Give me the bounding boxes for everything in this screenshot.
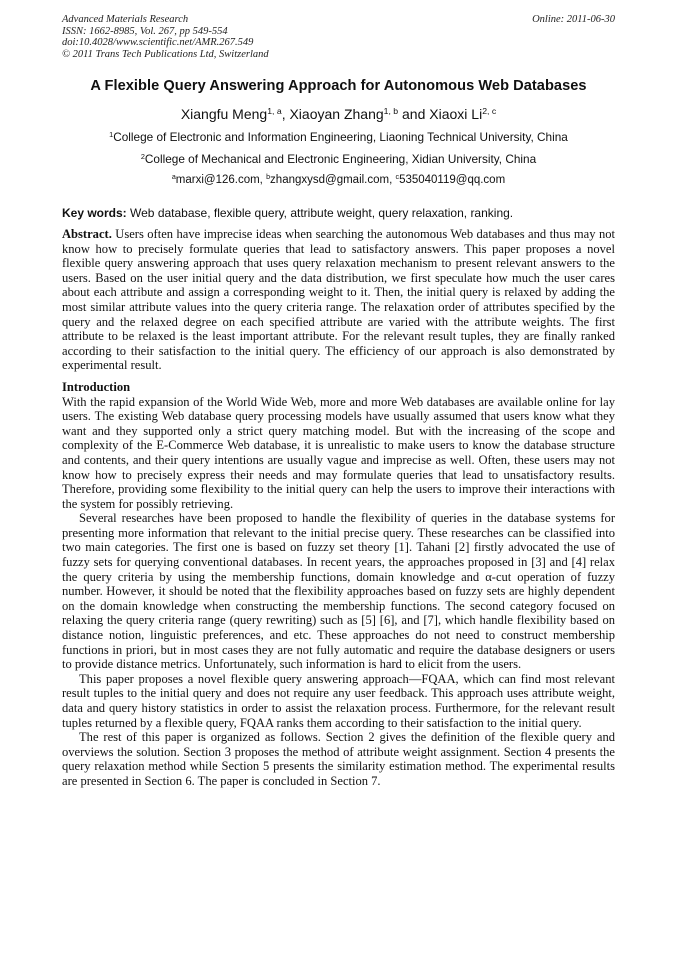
affiliation-sup: 1 xyxy=(109,129,114,139)
abstract-label: Abstract. xyxy=(62,227,112,241)
intro-paragraph-2: Several researches have been proposed to handle the flexibility of queries in the database systems for presenting more information that relevant to the initial precise query. These researches can be classified into two main categories. The first one is based on fuzzy set theory [1]. Tahani [2] firstly advocated the use of fuzzy sets for querying conventional databases. In recent years, the approaches proposed in [3] and [4] relax the query criteria by using the membership functions, domain knowledge and α-cut operation of fuzzy number. However, it should be noted that the flexibility approaches based on fuzzy sets are highly dependent on the domain knowledge when constructing the membership functions. The second category focused on relaxing the query criteria range (query rewriting) such as [5] [6], and [7], which handle flexibility based on distance notion, linguistic preferences, and etc. These approaches do not need to construct membership functions in priori, but in most cases they are not fully automatic and require the database designers or users to provide distance metrics. Unfortunately, such information is hard to elicit from the users. xyxy=(62,511,615,672)
keywords-label: Key words: xyxy=(62,206,127,220)
abstract xyxy=(62,227,615,373)
affiliation-1 xyxy=(62,130,615,144)
intro-paragraph-1: With the rapid expansion of the World Wide Web, more and more Web databases are available online for lay users. The existing Web database query processing models have usually assumed that users know what they want and they supported only a strict query matching model. But with the increasing of the scope and complexity of the E-Commerce Web database, it is unrealistic to make users to know the database structure and contents, and their query intentions are usually vague and imprecise as well. Often, these users may not know how to precisely express their needs and may formulate queries that lead to unsatisfactory results. Therefore, providing some flexibility to the initial query can help the users to improve their interactions with the system for possibly retrieving. xyxy=(62,394,615,511)
journal-name: Advanced Materials Research xyxy=(62,14,189,25)
doi-line[interactable]: doi:10.4028/www.scientific.net/AMR.267.549 xyxy=(62,37,254,48)
email-text[interactable]: marxi@126.com, xyxy=(175,174,267,186)
author-sup: 1, b xyxy=(383,106,399,117)
author-sup: 1, a xyxy=(267,106,282,117)
issn-line: ISSN: 1662-8985, Vol. 267, pp 549-554 xyxy=(62,25,228,37)
intro-paragraph-3: This paper proposes a novel flexible query answering approach—FQAA, which can find most relevant result tuples to the initial query and does not require any user feedback. This approach uses attribute weight, data and query history statistics in order to assist the relaxation process. Furthermore, for the relevant result tuples returned by a flexible query, FQAA ranks them according to their satisfaction to the initial query. xyxy=(62,671,615,730)
section-heading-introduction: Introduction xyxy=(62,379,131,394)
keywords-text: Web database, flexible query, attribute weight, query relaxation, ranking. xyxy=(126,206,514,220)
author-name: Xiaoyan Zhang xyxy=(289,106,384,122)
affiliation-text: College of Electronic and Information Engineering, Liaoning Technical University, China xyxy=(113,130,568,144)
affiliation-sup: 2 xyxy=(140,151,145,161)
email-text[interactable]: 535040119@qq.com xyxy=(399,174,506,186)
author-name: Xiangfu Meng xyxy=(180,106,268,122)
journal-header xyxy=(62,14,615,60)
author-sup: 2, c xyxy=(482,106,497,117)
keywords xyxy=(62,206,615,220)
online-date: Online: 2011-06-30 xyxy=(532,14,615,25)
affiliation-2 xyxy=(62,152,615,166)
email-sup: a xyxy=(171,173,176,182)
paper-page xyxy=(62,14,615,789)
copyright-line: © 2011 Trans Tech Publications Ltd, Switzerland xyxy=(62,48,269,60)
intro-paragraph-4: The rest of this paper is organized as follows. Section 2 gives the definition of the flexible query and overviews the solution. Section 3 proposes the method of attribute weight assignment. Section 4 presents the query relaxation method while Section 5 presents the similarity estimation method. The experimental results are presented in Section 6. The paper is concluded in Section 7. xyxy=(62,730,615,788)
email-text[interactable]: zhangxysd@gmail.com, xyxy=(270,174,396,186)
author-name: Xiaoxi Li xyxy=(429,106,483,122)
paper-title: A Flexible Query Answering Approach for Autonomous Web Databases xyxy=(90,78,587,94)
email-sup: c xyxy=(395,173,400,182)
author-list xyxy=(62,106,615,122)
author-sep: , xyxy=(281,106,290,122)
author-sep: and xyxy=(398,106,430,122)
email-sup: b xyxy=(266,173,271,182)
email-line xyxy=(62,174,615,186)
affiliation-text: College of Mechanical and Electronic Engineering, Xidian University, China xyxy=(144,152,537,166)
abstract-text: Users often have imprecise ideas when searching the autonomous Web databases and thus may not know how to precisely formulate queries that lead to satisfactory answers. This paper proposes a novel flexible query answering approach that uses query relaxation mechanism to present relevant answers to the users. Based on the user initial query and the data distribution, we first speculate how much the user cares about each attribute and assign a corresponding weight to it. Then, the initial query is relaxed by adding the most similar attribute values into the query criteria range. The relaxation order of attributes specified by the query and the relaxed degree on each specified attribute are varied with the attribute weights. The first attribute to be relaxed is the least important attribute. For the relevant result tuples, they are finally ranked according to their satisfaction to the initial query. The efficiency of our approach is also demonstrated by experimental result. xyxy=(62,227,615,373)
